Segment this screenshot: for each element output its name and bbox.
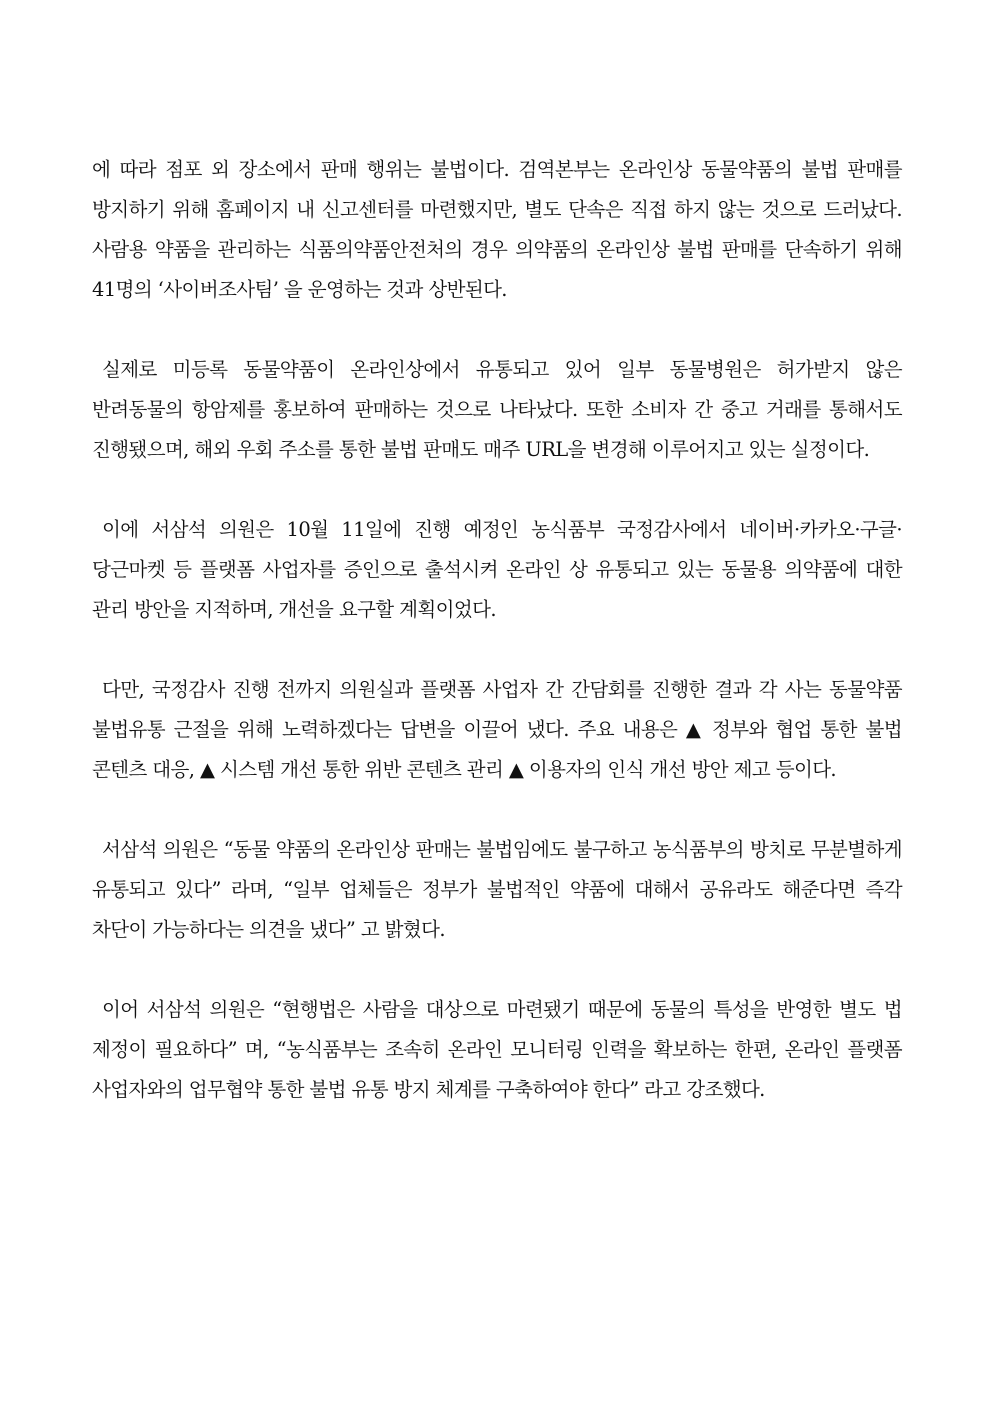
paragraph-continuation: 에 따라 점포 외 장소에서 판매 행위는 불법이다. 검역본부는 온라인상 동물약품의 불법 판매를 방지하기 위해 홈페이지 내 신고센터를 마련했지만, 별도 단속은 직접 하지 않는 것으로 드러났다. 사람용 약품을 관리하는 식품의약품안전처의 경우 의약품의 온라인상 불법 판매를 단속하기 위해 41명의 ‘사이버조사팀’ 을 운영하는 것과 상반된다. (92, 158, 902, 301)
document-page (92, 150, 902, 1150)
paragraph-audit-plan: 이에 서삼석 의원은 10월 11일에 진행 예정인 농식품부 국정감사에서 네이버·카카오·구글·당근마켓 등 플랫폼 사업자를 증인으로 출석시켜 온라인 상 유통되고 있는 동물용 의약품에 대한 관리 방안을 지적하며, 개선을 요구할 계획이었다. (92, 518, 902, 621)
paragraph-quote-2: 이어 서삼석 의원은 “현행법은 사람을 대상으로 마련됐기 때문에 동물의 특성을 반영한 별도 법 제정이 필요하다” 며, “농식품부는 조속히 온라인 모니터링 인력을 확보하는 한편, 온라인 플랫폼 사업자와의 업무협약 통한 불법 유통 방지 체계를 구축하여야 한다” 라고 강조했다. (92, 998, 902, 1101)
paragraph-quote-1: 서삼석 의원은 “동물 약품의 온라인상 판매는 불법임에도 불구하고 농식품부의 방치로 무분별하게 유통되고 있다” 라며, “일부 업체들은 정부가 불법적인 약품에 대해서 공유라도 해준다면 즉각 차단이 가능하다는 의견을 냈다” 고 밝혔다. (92, 838, 902, 941)
paragraph-unregistered-drugs: 실제로 미등록 동물약품이 온라인상에서 유통되고 있어 일부 동물병원은 허가받지 않은 반려동물의 항암제를 홍보하여 판매하는 것으로 나타났다. 또한 소비자 간 중고 거래를 통해서도 진행됐으며, 해외 우회 주소를 통한 불법 판매도 매주 URL을 변경해 이루어지고 있는 실정이다. (92, 358, 902, 461)
paragraph-platform-meeting: 다만, 국정감사 진행 전까지 의원실과 플랫폼 사업자 간 간담회를 진행한 결과 각 사는 동물약품 불법유통 근절을 위해 노력하겠다는 답변을 이끌어 냈다. 주요 내용은 ▲ 정부와 협업 통한 불법 콘텐츠 대응, ▲ 시스템 개선 통한 위반 콘텐츠 관리 ▲ 이용자의 인식 개선 방안 제고 등이다. (92, 678, 902, 781)
